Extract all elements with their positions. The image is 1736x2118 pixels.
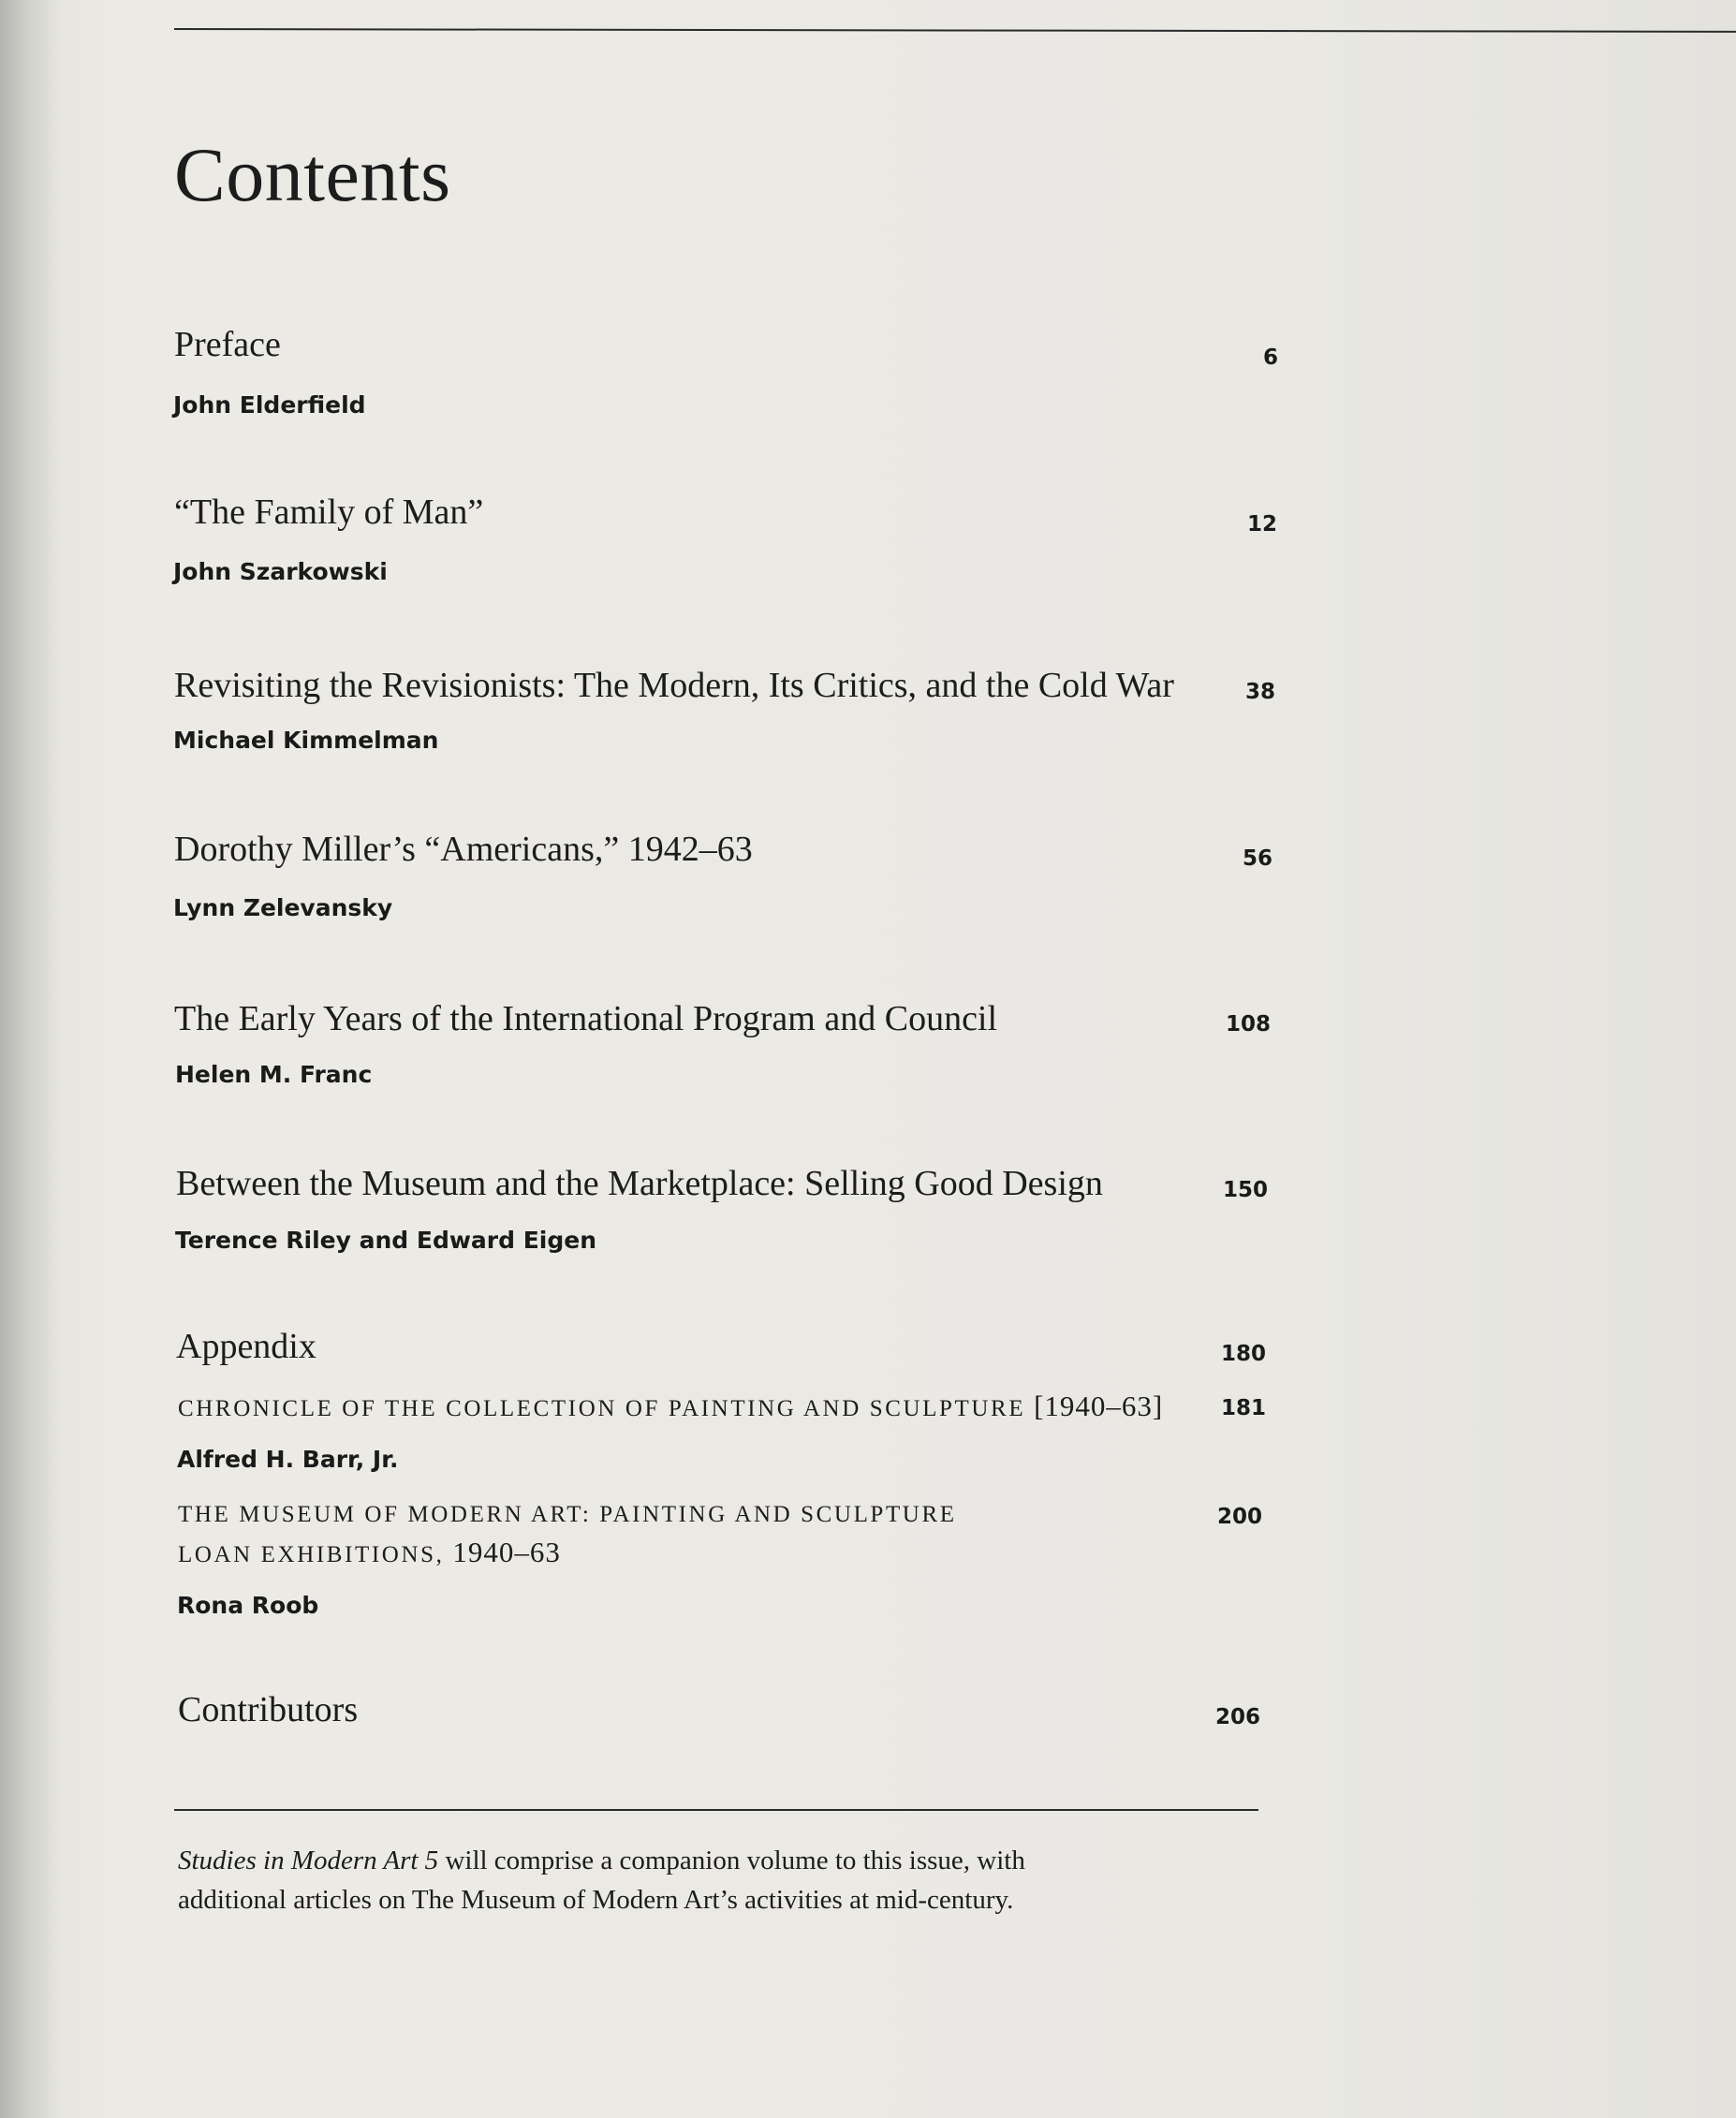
footnote-line-1 — [178, 1841, 1208, 1880]
entry-author: Terence Riley and Edward Eigen — [175, 1227, 597, 1254]
entry-title: Revisiting the Revisionists: The Modern, Its Critics, and the Cold War — [174, 666, 1174, 705]
entry-author: John Elderfield — [173, 391, 366, 419]
entry-title: Preface — [174, 325, 281, 364]
entry-page-number: 150 — [1223, 1178, 1269, 1202]
entry-title: Contributors — [178, 1690, 359, 1729]
footnote — [178, 1841, 1208, 1919]
footnote-italic-title: Studies in Modern Art 5 — [178, 1846, 439, 1875]
appendix-exhibitions-author: Rona Roob — [177, 1592, 319, 1619]
entry-title: Appendix — [176, 1327, 316, 1366]
entry-title: Dorothy Miller’s “Americans,” 1942–63 — [174, 830, 753, 869]
appendix-chronicle-page: 181 — [1221, 1396, 1267, 1420]
entry-author: John Szarkowski — [173, 558, 388, 585]
entry-title: The Early Years of the International Program and Council — [174, 999, 998, 1038]
appendix-chronicle-title — [178, 1388, 1163, 1428]
entry-page-number: 38 — [1245, 680, 1276, 704]
entry-page-number: 56 — [1243, 846, 1273, 871]
footnote-line-1-rest: will comprise a companion volume to this issue, with — [438, 1846, 1025, 1875]
entry-author: Helen M. Franc — [175, 1061, 373, 1088]
spine-shadow — [0, 0, 66, 2118]
entry-title: Between the Museum and the Marketplace: Selling Good Design — [176, 1164, 1103, 1203]
appendix-exhibitions-page: 200 — [1217, 1505, 1263, 1529]
entry-author: Michael Kimmelman — [173, 727, 439, 754]
entry-page-number: 12 — [1247, 512, 1278, 537]
exhibitions-years: 1940–63 — [452, 1536, 561, 1568]
top-rule — [174, 28, 1736, 33]
entry-title: “The Family of Man” — [174, 493, 484, 532]
entry-page-number: 180 — [1221, 1342, 1267, 1366]
entry-page-number: 6 — [1263, 346, 1279, 370]
footnote-line-2: additional articles on The Museum of Modern Art’s activities at mid-century. — [178, 1885, 1014, 1915]
chronicle-title-text: CHRONICLE OF THE COLLECTION OF PAINTING AND SCULPTURE — [178, 1396, 1026, 1421]
exhibitions-title-text: LOAN EXHIBITIONS, — [178, 1542, 445, 1567]
entry-page-number: 108 — [1226, 1012, 1272, 1037]
chronicle-years: [1940–63] — [1034, 1390, 1164, 1422]
entry-author: Lynn Zelevansky — [173, 894, 393, 921]
page-title: Contents — [174, 132, 451, 217]
entry-page-number: 206 — [1215, 1705, 1261, 1729]
appendix-chronicle-author: Alfred H. Barr, Jr. — [177, 1446, 399, 1473]
bottom-rule — [174, 1809, 1258, 1811]
appendix-exhibitions-title-line1: THE MUSEUM OF MODERN ART: PAINTING AND SCULPTURE — [178, 1502, 957, 1527]
appendix-exhibitions-title-line2 — [178, 1534, 561, 1574]
